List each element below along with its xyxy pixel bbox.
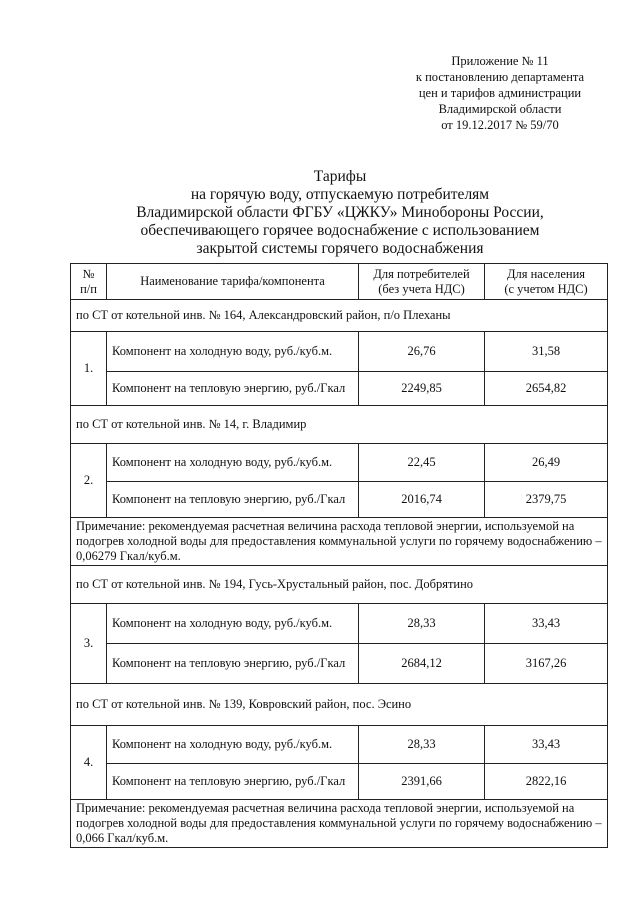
table-row <box>71 726 608 764</box>
table-row <box>71 604 608 644</box>
title-line: обеспечивающего горячее водоснабжение с использованием <box>140 222 540 239</box>
table-row <box>71 764 608 800</box>
appendix-line: Приложение № 11 <box>451 54 549 68</box>
table-header-row <box>71 264 608 300</box>
component-name: Компонент на тепловую энергию, руб./Гкал <box>107 372 359 406</box>
section-row <box>71 684 608 726</box>
header-number-line: п/п <box>80 281 97 296</box>
section-row <box>71 566 608 604</box>
population-value: 2822,16 <box>485 764 608 800</box>
consumers-value: 22,45 <box>359 444 485 482</box>
component-name: Компонент на холодную воду, руб./куб.м. <box>107 726 359 764</box>
row-number: 2. <box>71 444 107 518</box>
section-title: по СТ от котельной инв. № 139, Ковровский район, пос. Эсино <box>71 684 608 726</box>
population-value: 3167,26 <box>485 644 608 684</box>
component-name: Компонент на холодную воду, руб./куб.м. <box>107 332 359 372</box>
population-value: 2379,75 <box>485 482 608 518</box>
appendix-line: цен и тарифов администрации <box>418 86 582 100</box>
consumers-value: 2391,66 <box>359 764 485 800</box>
population-value: 33,43 <box>485 726 608 764</box>
table-row <box>71 644 608 684</box>
section-row <box>71 406 608 444</box>
header-name: Наименование тарифа/компонента <box>107 264 359 300</box>
table-row <box>71 372 608 406</box>
component-name: Компонент на тепловую энергию, руб./Гкал <box>107 764 359 800</box>
consumers-value: 2249,85 <box>359 372 485 406</box>
consumers-value: 2684,12 <box>359 644 485 684</box>
appendix-line: от 19.12.2017 № 59/70 <box>441 118 559 132</box>
note-text: Примечание: рекомендуемая расчетная величина расхода тепловой энергии, используемой на подогрев холодной воды для предоставления коммунальной услуги по горячему водоснабжению – 0,06279 Гкал/куб.м. <box>71 518 608 566</box>
title-line: Тарифы <box>313 168 367 185</box>
header-population <box>485 264 608 300</box>
consumers-value: 2016,74 <box>359 482 485 518</box>
appendix-block <box>400 53 600 133</box>
header-consumers-line: Для потребителей <box>373 266 470 281</box>
header-population-line: (с учетом НДС) <box>504 281 588 296</box>
population-value: 26,49 <box>485 444 608 482</box>
section-row <box>71 300 608 332</box>
title-line: закрытой системы горячего водоснабжения <box>196 240 484 257</box>
appendix-line: к постановлению департамента <box>415 70 585 84</box>
header-number <box>71 264 107 300</box>
table-row <box>71 332 608 372</box>
document-title <box>100 168 580 258</box>
row-number: 1. <box>71 332 107 406</box>
population-value: 31,58 <box>485 332 608 372</box>
row-number: 4. <box>71 726 107 800</box>
component-name: Компонент на тепловую энергию, руб./Гкал <box>107 644 359 684</box>
row-number: 3. <box>71 604 107 684</box>
consumers-value: 28,33 <box>359 726 485 764</box>
population-value: 2654,82 <box>485 372 608 406</box>
consumers-value: 28,33 <box>359 604 485 644</box>
header-population-line: Для населения <box>506 266 586 281</box>
consumers-value: 26,76 <box>359 332 485 372</box>
table-row <box>71 444 608 482</box>
title-line: на горячую воду, отпускаемую потребителям <box>190 186 490 203</box>
tariffs-table <box>70 263 608 848</box>
note-row <box>71 800 608 848</box>
header-consumers <box>359 264 485 300</box>
component-name: Компонент на тепловую энергию, руб./Гкал <box>107 482 359 518</box>
table-row <box>71 482 608 518</box>
appendix-line: Владимирской области <box>438 102 562 116</box>
population-value: 33,43 <box>485 604 608 644</box>
component-name: Компонент на холодную воду, руб./куб.м. <box>107 604 359 644</box>
header-number-line: № <box>82 266 95 281</box>
note-row <box>71 518 608 566</box>
component-name: Компонент на холодную воду, руб./куб.м. <box>107 444 359 482</box>
section-title: по СТ от котельной инв. № 164, Александровский район, п/о Плеханы <box>71 300 608 332</box>
note-text: Примечание: рекомендуемая расчетная величина расхода тепловой энергии, используемой на подогрев холодной воды для предоставления коммунальной услуги по горячему водоснабжению – 0,066 Гкал/куб.м. <box>71 800 608 848</box>
section-title: по СТ от котельной инв. № 14, г. Владимир <box>71 406 608 444</box>
section-title: по СТ от котельной инв. № 194, Гусь-Хрустальный район, пос. Добрятино <box>71 566 608 604</box>
title-line: Владимирской области ФГБУ «ЦЖКУ» Минобороны России, <box>136 204 544 221</box>
header-consumers-line: (без учета НДС) <box>378 281 465 296</box>
